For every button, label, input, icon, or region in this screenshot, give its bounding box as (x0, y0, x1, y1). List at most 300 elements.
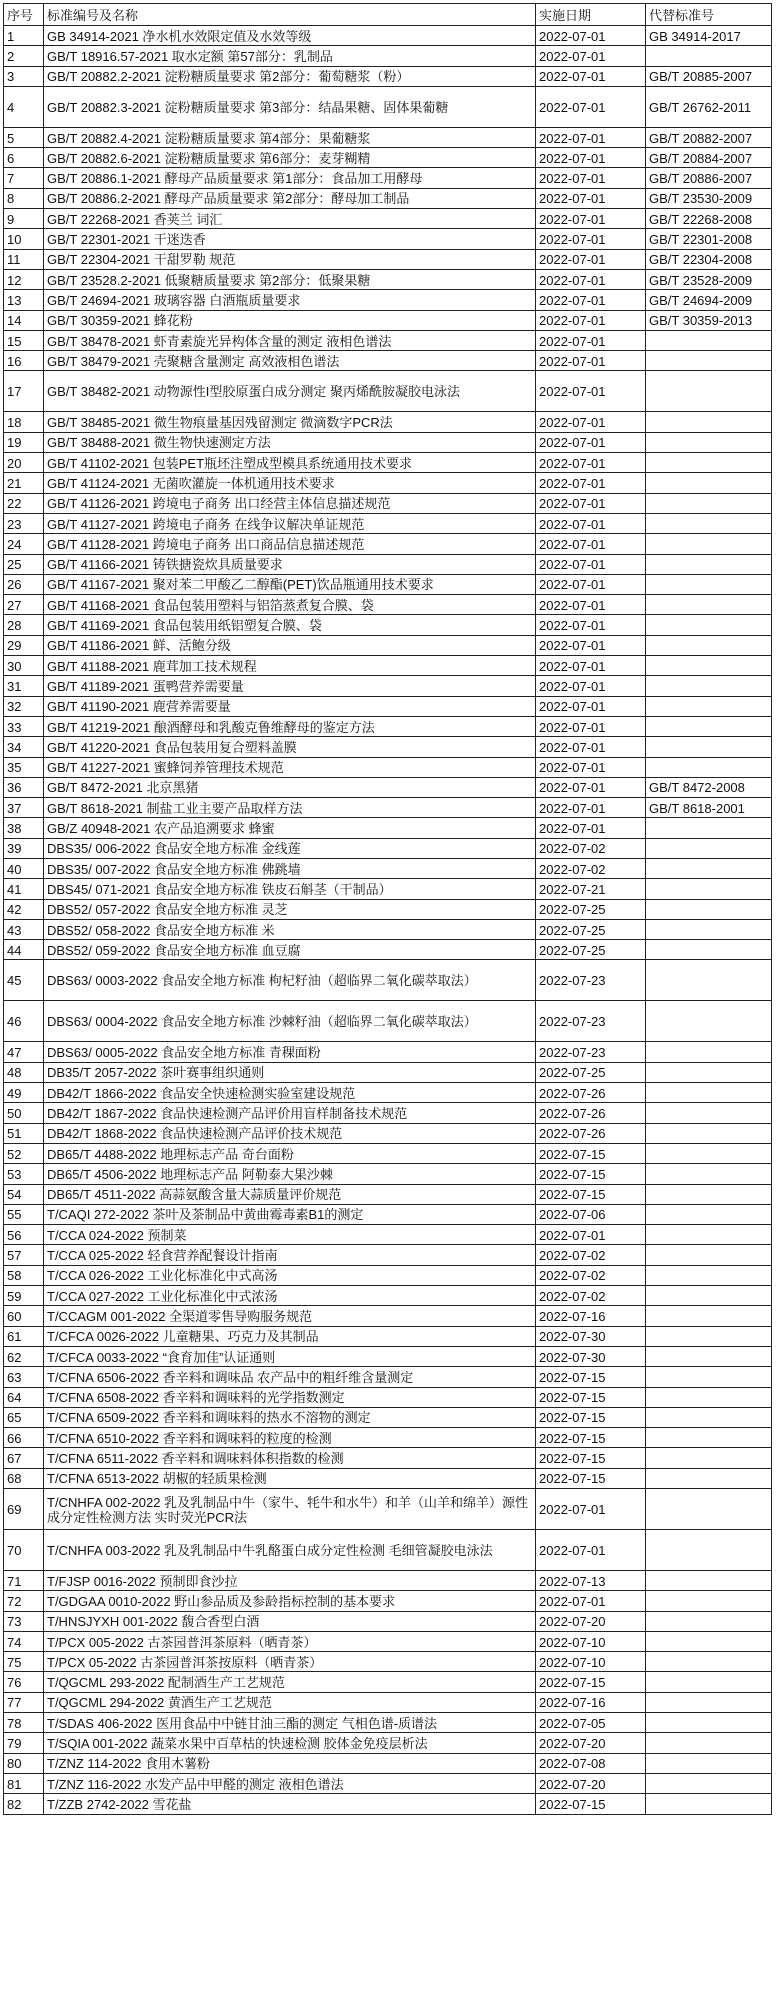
table-row (4, 1489, 772, 1530)
table-body (4, 26, 772, 1815)
row-replaced-standard (646, 1326, 772, 1346)
row-serial: 68 (4, 1468, 44, 1488)
row-effective-date: 2022-07-08 (536, 1753, 646, 1773)
row-serial: 32 (4, 696, 44, 716)
table-row (4, 1123, 772, 1143)
row-replaced-standard (646, 574, 772, 594)
row-serial: 52 (4, 1143, 44, 1163)
header-effective-date: 实施日期 (536, 4, 646, 26)
row-effective-date: 2022-07-23 (536, 960, 646, 1001)
row-standard-name: T/SQIA 001-2022 蔬菜水果中百草枯的快速检测 胶体金免疫层析法 (44, 1733, 536, 1753)
row-serial: 59 (4, 1286, 44, 1306)
row-standard-name: GB/T 8618-2021 制盐工业主要产品取样方法 (44, 798, 536, 818)
table-row (4, 168, 772, 188)
row-standard-name: DB35/T 2057-2022 茶叶赛事组织通则 (44, 1062, 536, 1082)
row-effective-date: 2022-07-20 (536, 1611, 646, 1631)
table-row (4, 229, 772, 249)
row-replaced-standard: GB/T 8472-2008 (646, 777, 772, 797)
row-serial: 25 (4, 554, 44, 574)
row-standard-name: T/GDGAA 0010-2022 野山参品质及参龄指标控制的基本要求 (44, 1591, 536, 1611)
row-serial: 39 (4, 838, 44, 858)
row-replaced-standard (646, 1652, 772, 1672)
row-serial: 20 (4, 453, 44, 473)
row-serial: 77 (4, 1692, 44, 1712)
table-row (4, 1265, 772, 1285)
row-effective-date: 2022-07-01 (536, 229, 646, 249)
row-replaced-standard (646, 1794, 772, 1814)
row-replaced-standard (646, 330, 772, 350)
row-replaced-standard (646, 757, 772, 777)
row-replaced-standard: GB/T 26762-2011 (646, 86, 772, 127)
row-replaced-standard (646, 1164, 772, 1184)
table-row (4, 1652, 772, 1672)
row-standard-name: GB/T 20882.6-2021 淀粉糖质量要求 第6部分：麦芽糊精 (44, 148, 536, 168)
row-serial: 48 (4, 1062, 44, 1082)
row-standard-name: GB/T 41188-2021 鹿茸加工技术规程 (44, 656, 536, 676)
row-effective-date: 2022-07-01 (536, 798, 646, 818)
row-effective-date: 2022-07-02 (536, 838, 646, 858)
table-row (4, 1062, 772, 1082)
row-standard-name: DBS45/ 071-2021 食品安全地方标准 铁皮石斛茎（干制品） (44, 879, 536, 899)
row-serial: 47 (4, 1042, 44, 1062)
row-standard-name: T/CCA 024-2022 预制菜 (44, 1225, 536, 1245)
row-standard-name: DB42/T 1867-2022 食品快速检测产品评价用盲样制备技术规范 (44, 1103, 536, 1123)
row-replaced-standard (646, 554, 772, 574)
row-standard-name: GB/T 41126-2021 跨境电子商务 出口经营主体信息描述规范 (44, 493, 536, 513)
row-effective-date: 2022-07-01 (536, 168, 646, 188)
table-row (4, 716, 772, 736)
table-row (4, 1346, 772, 1366)
row-serial: 38 (4, 818, 44, 838)
row-serial: 50 (4, 1103, 44, 1123)
row-replaced-standard (646, 1753, 772, 1773)
row-serial: 79 (4, 1733, 44, 1753)
row-effective-date: 2022-07-01 (536, 737, 646, 757)
table-row (4, 432, 772, 452)
row-effective-date: 2022-07-01 (536, 351, 646, 371)
table-row (4, 330, 772, 350)
row-serial: 33 (4, 716, 44, 736)
table-row (4, 656, 772, 676)
table-row (4, 940, 772, 960)
row-serial: 5 (4, 127, 44, 147)
row-replaced-standard (646, 1448, 772, 1468)
row-effective-date: 2022-07-01 (536, 46, 646, 66)
row-standard-name: T/SDAS 406-2022 医用食品中中链甘油三酯的测定 气相色谱-质谱法 (44, 1713, 536, 1733)
row-effective-date: 2022-07-01 (536, 127, 646, 147)
row-standard-name: GB/T 20886.1-2021 酵母产品质量要求 第1部分：食品加工用酵母 (44, 168, 536, 188)
row-standard-name: GB/T 30359-2021 蜂花粉 (44, 310, 536, 330)
table-row (4, 269, 772, 289)
row-replaced-standard (646, 838, 772, 858)
row-replaced-standard: GB 34914-2017 (646, 26, 772, 46)
row-serial: 54 (4, 1184, 44, 1204)
row-serial: 61 (4, 1326, 44, 1346)
table-row (4, 1001, 772, 1042)
row-effective-date: 2022-07-26 (536, 1103, 646, 1123)
row-replaced-standard (646, 1530, 772, 1571)
row-serial: 40 (4, 858, 44, 878)
row-serial: 9 (4, 209, 44, 229)
row-effective-date: 2022-07-01 (536, 26, 646, 46)
row-replaced-standard (646, 493, 772, 513)
row-replaced-standard (646, 960, 772, 1001)
row-effective-date: 2022-07-01 (536, 209, 646, 229)
table-row (4, 1713, 772, 1733)
row-replaced-standard: GB/T 23528-2009 (646, 269, 772, 289)
row-replaced-standard (646, 1692, 772, 1712)
table-row (4, 1591, 772, 1611)
row-serial: 78 (4, 1713, 44, 1733)
row-replaced-standard (646, 635, 772, 655)
row-standard-name: T/CCA 027-2022 工业化标准化中式浓汤 (44, 1286, 536, 1306)
table-row (4, 818, 772, 838)
row-serial: 21 (4, 473, 44, 493)
table-row (4, 615, 772, 635)
row-serial: 29 (4, 635, 44, 655)
row-serial: 57 (4, 1245, 44, 1265)
row-replaced-standard: GB/T 23530-2009 (646, 188, 772, 208)
row-standard-name: GB/T 41167-2021 聚对苯二甲酸乙二醇酯(PET)饮品瓶通用技术要求 (44, 574, 536, 594)
row-effective-date: 2022-07-23 (536, 1042, 646, 1062)
row-standard-name: T/HNSJYXH 001-2022 馥合香型白酒 (44, 1611, 536, 1631)
row-serial: 71 (4, 1571, 44, 1591)
row-serial: 7 (4, 168, 44, 188)
row-standard-name: T/CNHFA 003-2022 乳及乳制品中牛乳酪蛋白成分定性检测 毛细管凝胶电泳法 (44, 1530, 536, 1571)
table-row (4, 1530, 772, 1571)
row-serial: 23 (4, 513, 44, 533)
row-effective-date: 2022-07-01 (536, 554, 646, 574)
row-effective-date: 2022-07-15 (536, 1448, 646, 1468)
table-row (4, 1773, 772, 1793)
row-standard-name: GB/T 41166-2021 铸铁搪瓷炊具质量要求 (44, 554, 536, 574)
table-row (4, 595, 772, 615)
row-replaced-standard (646, 1346, 772, 1366)
row-serial: 82 (4, 1794, 44, 1814)
row-serial: 19 (4, 432, 44, 452)
row-effective-date: 2022-07-25 (536, 940, 646, 960)
row-standard-name: GB/T 20882.3-2021 淀粉糖质量要求 第3部分：结晶果糖、固体果葡糖 (44, 86, 536, 127)
row-standard-name: GB/T 41189-2021 蛋鸭营养需要量 (44, 676, 536, 696)
table-row (4, 534, 772, 554)
row-replaced-standard: GB/T 20885-2007 (646, 66, 772, 86)
row-effective-date: 2022-07-02 (536, 858, 646, 878)
row-replaced-standard (646, 432, 772, 452)
row-standard-name: DB65/T 4488-2022 地理标志产品 奇台面粉 (44, 1143, 536, 1163)
header-row (4, 4, 772, 26)
row-standard-name: GB/T 41124-2021 无菌吹灌旋一体机通用技术要求 (44, 473, 536, 493)
row-serial: 28 (4, 615, 44, 635)
row-effective-date: 2022-07-15 (536, 1407, 646, 1427)
row-effective-date: 2022-07-15 (536, 1428, 646, 1448)
row-replaced-standard (646, 412, 772, 432)
row-standard-name: T/CFCA 0033-2022 “食育加佳”认证通则 (44, 1346, 536, 1366)
table-row (4, 453, 772, 473)
row-effective-date: 2022-07-01 (536, 66, 646, 86)
table-row (4, 1692, 772, 1712)
row-replaced-standard (646, 716, 772, 736)
row-effective-date: 2022-07-01 (536, 1591, 646, 1611)
header-serial: 序号 (4, 4, 44, 26)
row-replaced-standard (646, 1773, 772, 1793)
row-effective-date: 2022-07-15 (536, 1184, 646, 1204)
table-row (4, 574, 772, 594)
row-effective-date: 2022-07-01 (536, 290, 646, 310)
row-effective-date: 2022-07-01 (536, 1530, 646, 1571)
row-replaced-standard (646, 1042, 772, 1062)
row-effective-date: 2022-07-01 (536, 595, 646, 615)
table-row (4, 1103, 772, 1123)
row-standard-name: GB/T 41219-2021 酿酒酵母和乳酸克鲁维酵母的鉴定方法 (44, 716, 536, 736)
row-standard-name: GB/T 22301-2021 干迷迭香 (44, 229, 536, 249)
row-standard-name: DBS35/ 006-2022 食品安全地方标准 金线莲 (44, 838, 536, 858)
row-serial: 53 (4, 1164, 44, 1184)
row-standard-name: GB/T 41186-2021 鲜、活鲍分级 (44, 635, 536, 655)
row-serial: 18 (4, 412, 44, 432)
row-effective-date: 2022-07-26 (536, 1123, 646, 1143)
row-effective-date: 2022-07-01 (536, 696, 646, 716)
row-effective-date: 2022-07-20 (536, 1733, 646, 1753)
row-serial: 74 (4, 1631, 44, 1651)
row-serial: 35 (4, 757, 44, 777)
row-standard-name: T/CNHFA 002-2022 乳及乳制品中牛（家牛、牦牛和水牛）和羊（山羊和绵羊）源性成分定性检测方法 实时荧光PCR法 (44, 1489, 536, 1530)
row-effective-date: 2022-07-01 (536, 534, 646, 554)
row-standard-name: GB/T 24694-2021 玻璃容器 白酒瓶质量要求 (44, 290, 536, 310)
row-serial: 45 (4, 960, 44, 1001)
row-standard-name: GB/T 41102-2021 包装PET瓶坯注塑成型模具系统通用技术要求 (44, 453, 536, 473)
table-row (4, 554, 772, 574)
row-serial: 41 (4, 879, 44, 899)
row-replaced-standard (646, 1184, 772, 1204)
table-row (4, 188, 772, 208)
row-serial: 14 (4, 310, 44, 330)
row-standard-name: T/ZNZ 116-2022 水发产品中甲醛的测定 液相色谱法 (44, 1773, 536, 1793)
table-row (4, 371, 772, 412)
row-standard-name: T/CFNA 6508-2022 香辛料和调味料的光学指数测定 (44, 1387, 536, 1407)
row-replaced-standard: GB/T 8618-2001 (646, 798, 772, 818)
row-standard-name: DB42/T 1868-2022 食品快速检测产品评价技术规范 (44, 1123, 536, 1143)
row-standard-name: T/ZNZ 114-2022 食用木薯粉 (44, 1753, 536, 1773)
row-serial: 58 (4, 1265, 44, 1285)
table-row (4, 1143, 772, 1163)
row-replaced-standard (646, 1204, 772, 1224)
row-standard-name: GB/T 41168-2021 食品包装用塑料与铝箔蒸煮复合膜、袋 (44, 595, 536, 615)
row-serial: 65 (4, 1407, 44, 1427)
row-replaced-standard (646, 919, 772, 939)
row-standard-name: T/CFNA 6513-2022 胡椒的轻质果检测 (44, 1468, 536, 1488)
row-serial: 30 (4, 656, 44, 676)
table-row (4, 696, 772, 716)
row-serial: 66 (4, 1428, 44, 1448)
row-standard-name: DBS63/ 0003-2022 食品安全地方标准 枸杞籽油（超临界二氧化碳萃取法） (44, 960, 536, 1001)
row-standard-name: GB/T 41190-2021 鹿营养需要量 (44, 696, 536, 716)
row-effective-date: 2022-07-01 (536, 371, 646, 412)
row-effective-date: 2022-07-01 (536, 432, 646, 452)
row-standard-name: GB/T 38485-2021 微生物痕量基因残留测定 微滴数字PCR法 (44, 412, 536, 432)
row-serial: 22 (4, 493, 44, 513)
row-replaced-standard (646, 879, 772, 899)
table-row (4, 960, 772, 1001)
row-serial: 49 (4, 1083, 44, 1103)
row-replaced-standard: GB/T 22301-2008 (646, 229, 772, 249)
row-standard-name: T/CFNA 6511-2022 香辛料和调味料体积指数的检测 (44, 1448, 536, 1468)
row-standard-name: DBS35/ 007-2022 食品安全地方标准 佛跳墙 (44, 858, 536, 878)
row-replaced-standard: GB/T 22268-2008 (646, 209, 772, 229)
row-replaced-standard (646, 453, 772, 473)
row-effective-date: 2022-07-02 (536, 1245, 646, 1265)
row-standard-name: GB/T 22268-2021 香荚兰 词汇 (44, 209, 536, 229)
row-standard-name: T/CFNA 6506-2022 香辛料和调味品 农产品中的粗纤维含量测定 (44, 1367, 536, 1387)
row-serial: 4 (4, 86, 44, 127)
row-standard-name: DBS63/ 0004-2022 食品安全地方标准 沙棘籽油（超临界二氧化碳萃取法） (44, 1001, 536, 1042)
row-replaced-standard (646, 1468, 772, 1488)
row-effective-date: 2022-07-01 (536, 676, 646, 696)
row-standard-name: DB42/T 1866-2022 食品安全快速检测实验室建设规范 (44, 1083, 536, 1103)
row-serial: 80 (4, 1753, 44, 1773)
table-row (4, 1631, 772, 1651)
row-effective-date: 2022-07-01 (536, 310, 646, 330)
row-replaced-standard (646, 1286, 772, 1306)
table-row (4, 1326, 772, 1346)
row-replaced-standard (646, 656, 772, 676)
row-effective-date: 2022-07-16 (536, 1306, 646, 1326)
row-replaced-standard (646, 595, 772, 615)
table-row (4, 757, 772, 777)
row-serial: 15 (4, 330, 44, 350)
table-row (4, 1286, 772, 1306)
row-serial: 13 (4, 290, 44, 310)
row-effective-date: 2022-07-15 (536, 1143, 646, 1163)
table-row (4, 473, 772, 493)
table-row (4, 899, 772, 919)
row-replaced-standard (646, 1245, 772, 1265)
row-replaced-standard (646, 1407, 772, 1427)
row-replaced-standard (646, 534, 772, 554)
table-row (4, 66, 772, 86)
table-row (4, 1306, 772, 1326)
table-row (4, 46, 772, 66)
row-standard-name: GB/T 41169-2021 食品包装用纸铝塑复合膜、袋 (44, 615, 536, 635)
table-row (4, 493, 772, 513)
row-serial: 37 (4, 798, 44, 818)
table-row (4, 1083, 772, 1103)
table-row (4, 838, 772, 858)
row-replaced-standard (646, 513, 772, 533)
row-effective-date: 2022-07-21 (536, 879, 646, 899)
row-effective-date: 2022-07-15 (536, 1672, 646, 1692)
row-standard-name: T/QGCML 294-2022 黄酒生产工艺规范 (44, 1692, 536, 1712)
row-standard-name: T/QGCML 293-2022 配制酒生产工艺规范 (44, 1672, 536, 1692)
row-effective-date: 2022-07-01 (536, 269, 646, 289)
row-standard-name: T/CFCA 0026-2022 儿童糖果、巧克力及其制品 (44, 1326, 536, 1346)
table-row (4, 1387, 772, 1407)
row-standard-name: T/PCX 05-2022 古茶园普洱茶按原料（晒青茶） (44, 1652, 536, 1672)
row-effective-date: 2022-07-15 (536, 1367, 646, 1387)
row-standard-name: GB 34914-2021 净水机水效限定值及水效等级 (44, 26, 536, 46)
row-effective-date: 2022-07-01 (536, 818, 646, 838)
row-serial: 2 (4, 46, 44, 66)
row-serial: 63 (4, 1367, 44, 1387)
row-standard-name: GB/T 41220-2021 食品包装用复合塑料盖膜 (44, 737, 536, 757)
row-standard-name: DB65/T 4511-2022 高蒜氨酸含量大蒜质量评价规范 (44, 1184, 536, 1204)
table-row (4, 777, 772, 797)
row-serial: 11 (4, 249, 44, 269)
row-replaced-standard (646, 371, 772, 412)
row-serial: 27 (4, 595, 44, 615)
row-effective-date: 2022-07-01 (536, 635, 646, 655)
row-replaced-standard (646, 1713, 772, 1733)
row-effective-date: 2022-07-01 (536, 757, 646, 777)
row-replaced-standard (646, 1367, 772, 1387)
row-replaced-standard (646, 1083, 772, 1103)
row-serial: 51 (4, 1123, 44, 1143)
row-serial: 6 (4, 148, 44, 168)
row-effective-date: 2022-07-01 (536, 330, 646, 350)
table-row (4, 1204, 772, 1224)
row-effective-date: 2022-07-25 (536, 899, 646, 919)
row-replaced-standard (646, 1428, 772, 1448)
row-standard-name: GB/T 38479-2021 壳聚糖含量测定 高效液相色谱法 (44, 351, 536, 371)
row-effective-date: 2022-07-13 (536, 1571, 646, 1591)
row-replaced-standard (646, 899, 772, 919)
row-standard-name: GB/T 18916.57-2021 取水定额 第57部分：乳制品 (44, 46, 536, 66)
table-row (4, 26, 772, 46)
row-effective-date: 2022-07-01 (536, 1225, 646, 1245)
row-effective-date: 2022-07-20 (536, 1773, 646, 1793)
row-standard-name: GB/T 20882.2-2021 淀粉糖质量要求 第2部分：葡萄糖浆（粉） (44, 66, 536, 86)
row-standard-name: GB/T 20882.4-2021 淀粉糖质量要求 第4部分：果葡糖浆 (44, 127, 536, 147)
row-replaced-standard (646, 615, 772, 635)
row-replaced-standard (646, 1733, 772, 1753)
row-effective-date: 2022-07-01 (536, 513, 646, 533)
table-row (4, 310, 772, 330)
table-row (4, 1042, 772, 1062)
table-row (4, 1468, 772, 1488)
row-standard-name: GB/T 41227-2021 蜜蜂饲养管理技术规范 (44, 757, 536, 777)
row-replaced-standard (646, 1631, 772, 1651)
table-row (4, 86, 772, 127)
row-replaced-standard (646, 1225, 772, 1245)
row-replaced-standard (646, 1103, 772, 1123)
row-standard-name: T/CFNA 6509-2022 香辛料和调味料的热水不溶物的测定 (44, 1407, 536, 1427)
row-replaced-standard (646, 940, 772, 960)
row-effective-date: 2022-07-30 (536, 1346, 646, 1366)
header-standard-name: 标准编号及名称 (44, 4, 536, 26)
row-serial: 24 (4, 534, 44, 554)
row-serial: 56 (4, 1225, 44, 1245)
row-replaced-standard (646, 1001, 772, 1042)
row-replaced-standard (646, 1672, 772, 1692)
row-serial: 62 (4, 1346, 44, 1366)
header-replaced-standard: 代替标准号 (646, 4, 772, 26)
row-standard-name: T/FJSP 0016-2022 预制即食沙拉 (44, 1571, 536, 1591)
row-standard-name: T/CCA 025-2022 轻食营养配餐设计指南 (44, 1245, 536, 1265)
row-serial: 43 (4, 919, 44, 939)
row-effective-date: 2022-07-01 (536, 1489, 646, 1530)
row-standard-name: T/CAQI 272-2022 茶叶及茶制品中黄曲霉毒素B1的测定 (44, 1204, 536, 1224)
row-serial: 67 (4, 1448, 44, 1468)
row-standard-name: DBS52/ 059-2022 食品安全地方标准 血豆腐 (44, 940, 536, 960)
row-effective-date: 2022-07-15 (536, 1164, 646, 1184)
row-serial: 8 (4, 188, 44, 208)
row-serial: 46 (4, 1001, 44, 1042)
row-effective-date: 2022-07-30 (536, 1326, 646, 1346)
row-serial: 1 (4, 26, 44, 46)
row-standard-name: T/ZZB 2742-2022 雪花盐 (44, 1794, 536, 1814)
row-serial: 72 (4, 1591, 44, 1611)
row-standard-name: T/PCX 005-2022 古茶园普洱茶原料（晒青茶） (44, 1631, 536, 1651)
row-standard-name: DBS52/ 057-2022 食品安全地方标准 灵芝 (44, 899, 536, 919)
